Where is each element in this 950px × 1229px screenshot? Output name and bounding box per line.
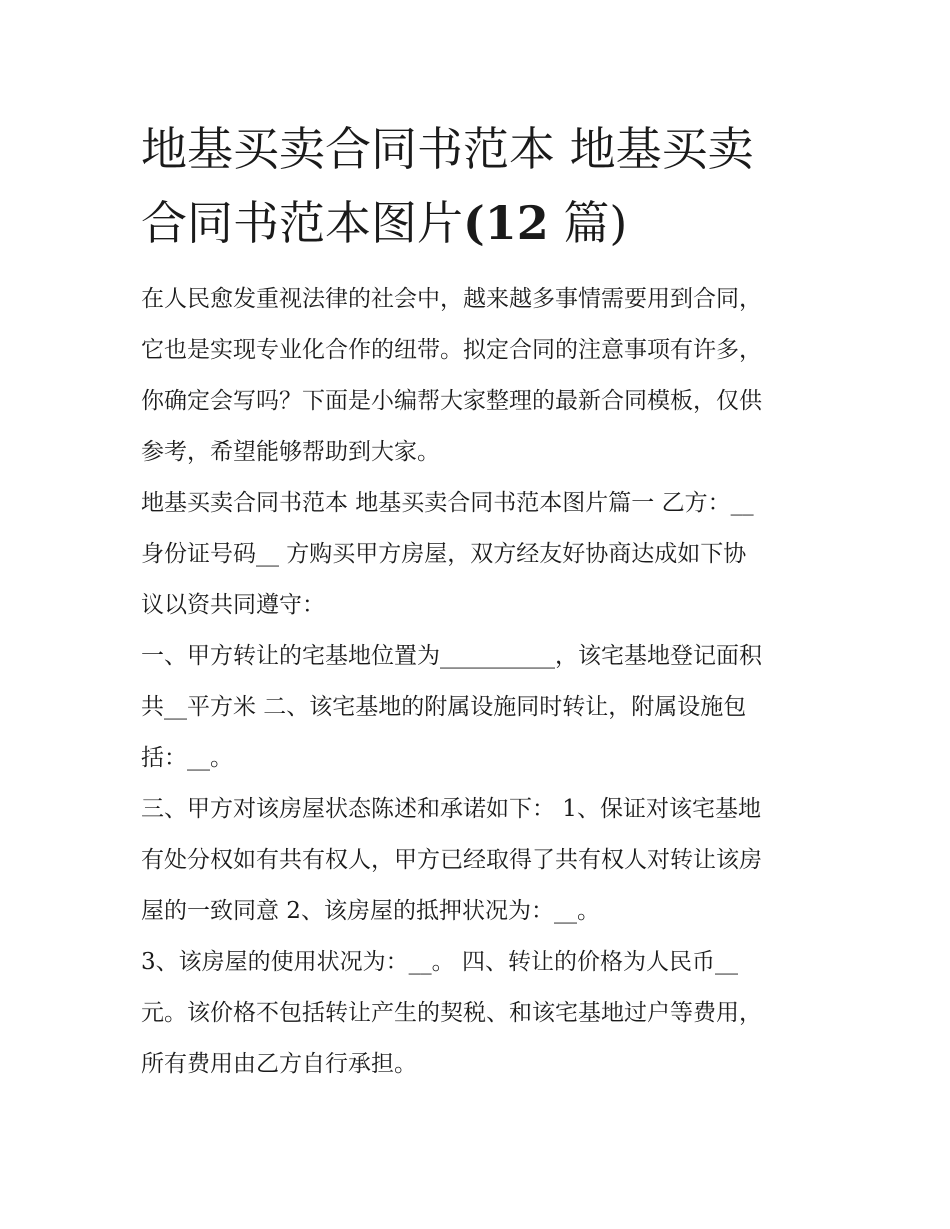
document-body [141,274,813,1090]
text-line: 元。该价格不包括转让产生的契税、和该宅基地过户等费用， [141,1000,762,1026]
text-line: 参考，希望能够帮助到大家。 [141,439,440,465]
text-line: 身份证号码__ 方购买甲方房屋，双方经友好协商达成如下协 [141,541,747,567]
text-line: 地基买卖合同书范本 地基买卖合同书范本图片篇一 乙方：__ [141,490,754,516]
document-title [141,112,813,260]
paragraph-parties [141,478,813,631]
text-line: 括：__。 [141,745,233,771]
text-line: 有处分权如有共有权人，甲方已经取得了共有权人对转让该房 [141,847,762,873]
paragraph-clause-1 [141,631,813,784]
text-line: 在人民愈发重视法律的社会中，越来越多事情需要用到合同， [141,286,762,312]
title-count: (12 [463,196,549,250]
text-line: 议以资共同遵守： [141,592,325,618]
text-line: 它也是实现专业化合作的纽带。拟定合同的注意事项有许多， [141,337,762,363]
title-line-2 [141,186,813,260]
text-line: 共__平方米 二、该宅基地的附属设施同时转让，附属设施包 [141,694,747,720]
text-line: 你确定会写吗？下面是小编帮大家整理的最新合同模板，仅供 [141,388,762,414]
title-line-2-text: 合同书范本图片 [141,196,463,250]
text-line: 所有费用由乙方自行承担。 [141,1051,417,1077]
text-line: 一、甲方转让的宅基地位置为__________，该宅基地登记面积 [141,643,762,669]
paragraph-intro [141,274,813,478]
paragraph-clause-4 [141,937,813,1090]
title-line-2-suffix: 篇) [548,196,628,250]
document-page [141,112,813,1090]
text-line: 屋的一致同意 2、该房屋的抵押状况为：__。 [141,898,600,924]
title-line-1: 地基买卖合同书范本 地基买卖 [141,122,754,176]
text-line: 3、该房屋的使用状况为：__。 四、转让的价格为人民币__ [141,949,738,975]
paragraph-clause-3 [141,784,813,937]
text-line: 三、甲方对该房屋状态陈述和承诺如下： 1、保证对该宅基地 [141,796,761,822]
